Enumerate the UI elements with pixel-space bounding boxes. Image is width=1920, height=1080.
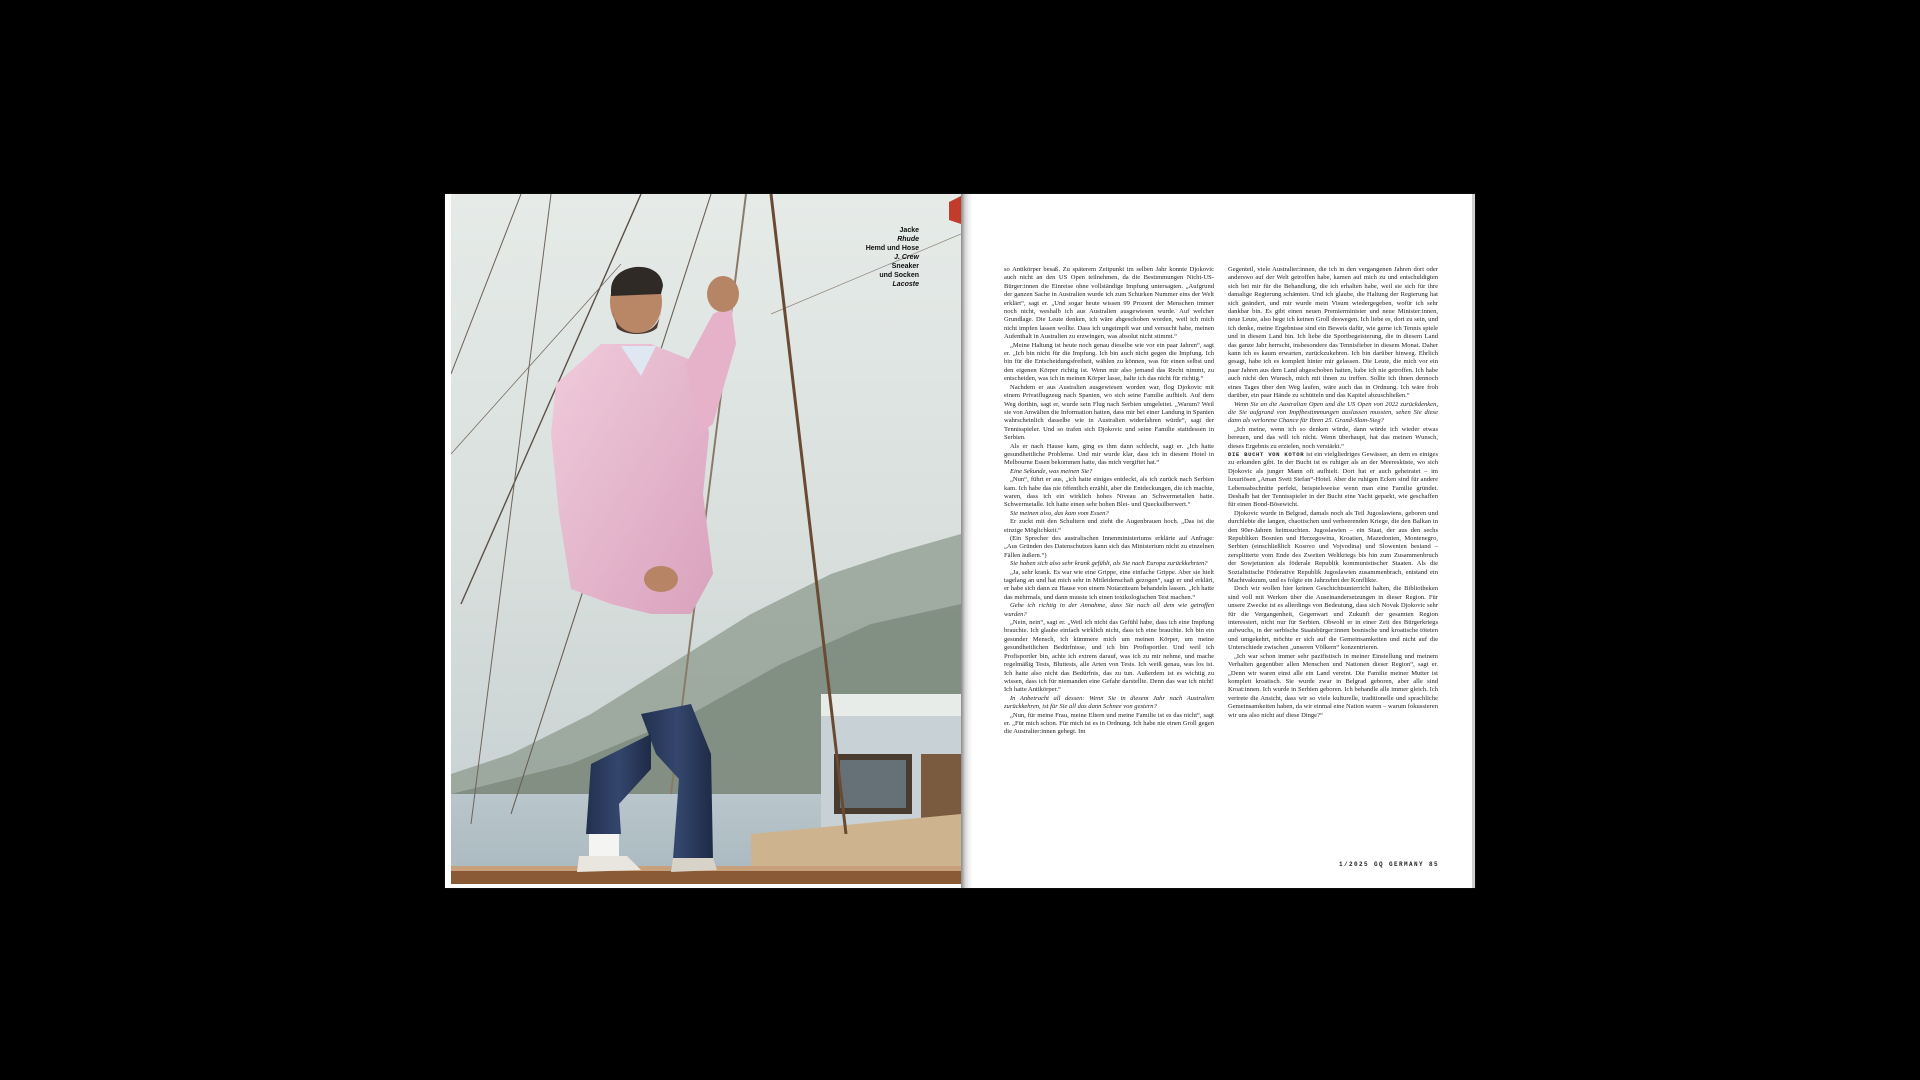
article-paragraph: „Nun, für meine Frau, meine Eltern und meine Familie ist es das nicht“, sagt er. „Für mich schon. Für mich ist es in Ordnung. Ich habe nie einen Groll gegen die Australier:innen gehegt. Im	[1004, 711, 1214, 736]
article-paragraph: „Ja, sehr krank. Es war wie eine Grippe, eine einfache Grippe. Aber sie hielt tagelang an und hat mich sehr in Mitleidenschaft gezogen“, sagt er und erklärt, er habe sich dann zu Hause von einem Notarztteam behandeln lassen. „Ich hatte das mehrmals, und dann musste ich einen toxikologischen Test machen.“	[1004, 568, 1214, 601]
credit-jacket-brand: Rhude	[897, 236, 919, 243]
article-paragraph: Wenn Sie an die Australian Open und die US Open von 2022 zurückdenken, die Sie aufgrund von Impfbestimmungen auslassen mussten, sehen Sie diese dann als verlorene Chance für Ihren 25. Grand-Slam-Sieg?	[1228, 400, 1438, 425]
article-paragraph: Sie meinen also, das kam vom Essen?	[1010, 509, 1109, 517]
left-page	[445, 194, 961, 888]
article-paragraph: DIE BUCHT VON KOTOR ist ein vielgliedriges Gewässer, an dem es einiges zu erkunden gibt. In der Bucht ist es ruhiger als an der Meeresküste, wo sich Djokovic als junger Mann oft aufhielt. Dort hat er auch geheiratet – im luxuriösen „Aman Sveti Stefan“-Hotel. Aber die ruhigen Ecken sind für andere Lebensabschnitte perfekt, beispielsweise wenn man eine Familie gründet. Deshalb hat der Tennisspieler in der Bucht eine Yacht geparkt, wie geschaffen für einen Bond-Bösewicht.	[1228, 450, 1438, 509]
article-column-2	[1228, 266, 1438, 834]
article-paragraph: Nachdem er aus Australien ausgewiesen worden war, flog Djokovic mit einem Privatflugzeug nach Spanien, wo sich seine Familie aufhielt. Auf dem Weg dorthin, sagt er, wurde sein Flug nach Serbien umgeleitet. „Warum? Weil sie von Anwälten die Information hatten, dass mir bei einer Landung in Spanien wahrscheinlich dasselbe wie in Australien widerfahren würde“, sagt der Tennisspieler. Und so trafen sich Djokovic und seine Familie stattdessen in Serbien.	[1004, 383, 1214, 442]
article-paragraph: Als er nach Hause kam, ging es ihm dann schlecht, sagt er. „Ich hatte gesundheitliche Probleme. Und mir wurde klar, dass ich in diesem Hotel in Melbourne Essen bekommen hatte, das mich vergiftet hat.“	[1004, 442, 1214, 467]
article-paragraph: In Anbetracht all dessen: Wenn Sie in diesem Jahr nach Australien zurückkehren, ist für Sie all das dann Schnee von gestern?	[1004, 694, 1214, 711]
article-paragraph: Sie haben sich also sehr krank gefühlt, als Sie nach Europa zurückkehrten?	[1010, 560, 1208, 568]
credit-shoes-label-2: und Socken	[879, 272, 919, 279]
article-paragraph: (Ein Sprecher des australischen Innenministeriums erklärte auf Anfrage: „Aus Gründen des Datenschutzes kann sich das Ministerium nicht zu einzelnen Fällen äußern.“)	[1004, 535, 1214, 559]
credit-shirt-label: Hemd und Hose	[865, 245, 919, 252]
right-page	[973, 194, 1475, 888]
fashion-credits	[866, 226, 919, 289]
credit-shoes-label: Sneaker	[891, 263, 919, 270]
article-paragraph: „Nun“, führt er aus, „ich hatte einiges entdeckt, als ich zurück nach Serbien kam. Ich habe das nie öffentlich erzählt, aber die Entdeckungen, die ich machte, waren, dass ich ein wirklich hohes Niveau an Schwermetallen hatte. Schwermetalle. Ich hatte einen sehr hohen Blei- und Quecksilberwert.“	[1004, 476, 1214, 509]
photo-illustration	[451, 194, 961, 884]
article-paragraph: Djokovic wurde in Belgrad, damals noch als Teil Jugoslawiens, geboren und durchlebte die langen, chaotischen und verheerenden Kriege, die den Balkan in den 90er-Jahren heimsuchten. Jugoslawien – ein Staat, der aus den sechs Republiken Bosnien und Herzegowina, Kroatien, Mazedonien, Montenegro, Serbien (einschließlich Kosovo und Vojvodina) und Slowenien bestand – zersplitterte vom Ende des Zweiten Weltkriegs bis hin zum Zusammenbruch der Sowjetunion als föderale Republik kommunistischer Staaten. Als die Sozialistische Föderative Republik Jugoslawien zusammenbrach, entstand ein Machtvakuum, und es folgte ein Jahrzehnt der Konflikte.	[1228, 509, 1438, 585]
article-paragraph: Gehe ich richtig in der Annahme, dass Sie nach all dem wie getroffen wurden?	[1004, 602, 1214, 618]
article-paragraph: so Antikörper besaß. Zu späterem Zeitpunkt im selben Jahr konnte Djokovic auch nicht an den US Open teilnehmen, da die Bestimmungen Nicht-US-Bürger:innen die Einreise ohne vollständige Impfung untersagten. „Aufgrund der ganzen Sache in Australien wurde ich zum Schurken Nummer eins der Welt erklärt“, sagt er. „Und sogar heute wissen 99 Prozent der Menschen immer noch nicht, weshalb ich aus Australien ausgewiesen wurde. Auf welcher Grundlage. Die Leute denken, ich wäre abgeschoben worden, weil ich mich nicht impfen lassen wollte. Dass ich ungeimpft war und versucht habe, meinen Aufenthalt in Australien zu erzwingen, was absolut nicht stimmt.“	[1004, 266, 1214, 341]
article-paragraph: „Nein, nein“, sagt er. „Weil ich nicht das Gefühl habe, dass ich eine Impfung brauchte. Ich glaube einfach wirklich nicht, dass ich eine brauchte. Ich bin ein gesunder Mensch, ich kümmere mich um meinen Körper, um meine gesundheitlichen Bedürfnisse, und ich bin Profisportler. Und weil ich Profisportler bin, achte ich extrem darauf, was ich zu mir nehme, und mache regelmäßig Tests, Bluttests, alle Arten von Tests. Ich weiß genau, was los ist. Ich hatte also nicht das Bedürfnis, das zu tun. Außerdem ist es wichtig zu wissen, dass ich für niemanden eine Gefahr darstellte. Denn das war ich nicht! Ich hatte Antikörper.“	[1004, 619, 1214, 694]
magazine-spread	[445, 194, 1475, 888]
article-paragraph: „Ich war schon immer sehr pazifistisch in meiner Einstellung und meinem Verhalten gegenüber allen Menschen und Nationen dieser Region“, sagt er. „Denn wir waren einst alle ein Land vereint. Die Familie meiner Mutter ist komplett kroatisch. Sie wurde zwar in Belgrad geboren, aber alle sind Kroat:innen. Ich wurde in Serbien geboren. Ich behandle alle immer gleich. Ich vertrete die Ansicht, dass wir so viele kulturelle, traditionelle und sprachliche Gemeinsamkeiten haben, da wir einmal eine Nation waren – warum fokussieren wir uns also nicht auf diese Dinge?“	[1228, 652, 1438, 719]
cover-photo	[451, 194, 961, 884]
page-folio: 1/2025 GQ GERMANY 85	[1338, 861, 1439, 868]
credit-shoes-brand: Lacoste	[892, 281, 919, 288]
article-paragraph: Gegenteil, viele Australier:innen, die ich in den vergangenen Jahren dort oder anderswo auf der Welt getroffen habe, kamen auf mich zu und entschuldigten sich bei mir für die Behandlung, die ich erhalten habe, weil sie sich für ihre damalige Regierung schämten. Und ich glaube, die Haltung der Regierung hat sich geändert, und mir wurde mein Visum wiedergegeben, wofür ich sehr dankbar bin. Es gibt einen neuen Premierminister und neue Minister:innen, neue Leute, also hege ich keinen Groll deswegen. Ich liebe es, dort zu sein, und ich denke, meine Ergebnisse sind ein Beweis dafür, wie gerne ich Tennis spiele und in diesem Land bin. Ich liebe die Sportbegeisterung, die in diesem Land das ganze Jahr herrscht, insbesondere das Tennisfieber in diesem Monat. Daher kann ich es kaum erwarten, zurückzukehren. Ich bin darüber hinweg. Ehrlich gesagt, habe ich es komplett hinter mir gelassen. Die Leute, die mich vor ein paar Jahren aus dem Land abgeschoben hatten, habe ich nie getroffen. Ich habe auch nicht den Wunsch, mich mit ihnen zu treffen. Sollte ich ihnen dennoch eines Tages über den Weg laufen, wäre auch das in Ordnung. Ich wäre froh darüber, ein paar Hände zu schütteln und das Kapitel abzuschließen.“	[1228, 266, 1438, 400]
credit-jacket-label: Jacke	[899, 227, 919, 234]
page-spine	[961, 194, 973, 888]
article-column-1	[1004, 266, 1214, 834]
section-lead-in: DIE BUCHT VON KOTOR	[1228, 450, 1305, 458]
article-paragraph: „Ich meine, wenn ich so denken würde, dann würde ich wieder etwas bereuen, und das will ich nicht. Wenn überhaupt, hat das meinen Wunsch, dieses Ergebnis zu erzielen, noch verstärkt.“	[1228, 425, 1438, 450]
article-paragraph: Eine Sekunde, was meinen Sie?	[1010, 467, 1093, 475]
article-paragraph: „Meine Haltung ist heute noch genau dieselbe wie vor ein paar Jahren“, sagt er. „Ich bin nicht für die Impfung. Ich bin auch nicht gegen die Impfung. Ich bin für die Entscheidungsfreiheit, wählen zu können, was für einen selbst und den eigenen Körper richtig ist. Wenn mir also jemand das Recht nimmt, zu entscheiden, was ich in meinen Körper lasse, halte ich das nicht für richtig.“	[1004, 341, 1214, 383]
credit-shirt-brand: J. Crew	[894, 254, 919, 261]
article-paragraph: Doch wir wollen hier keinen Geschichtsunterricht halten, die Bibliotheken sind voll mit Werken über die Auseinandersetzungen in dieser Region. Für unsere Zwecke ist es allerdings von Bedeutung, dass sich Novak Djokovic sehr für die Vergangenheit, Gegenwart und Zukunft der gesamten Region interessiert, nicht nur für Serbien. Obwohl er in einer Zeit des Bürgerkriegs aufwuchs, in der serbische Staatsbürger:innen bosnische und kroatische töteten und umgekehrt, möchte er sich auf die Gemeinsamkeiten und nicht auf die Unterschiede zwischen „unseren Völkern“ konzentrieren.	[1228, 585, 1438, 652]
article-paragraph: Er zuckt mit den Schultern und zieht die Augenbrauen hoch. „Das ist die einzige Möglichkeit.“	[1004, 518, 1214, 534]
